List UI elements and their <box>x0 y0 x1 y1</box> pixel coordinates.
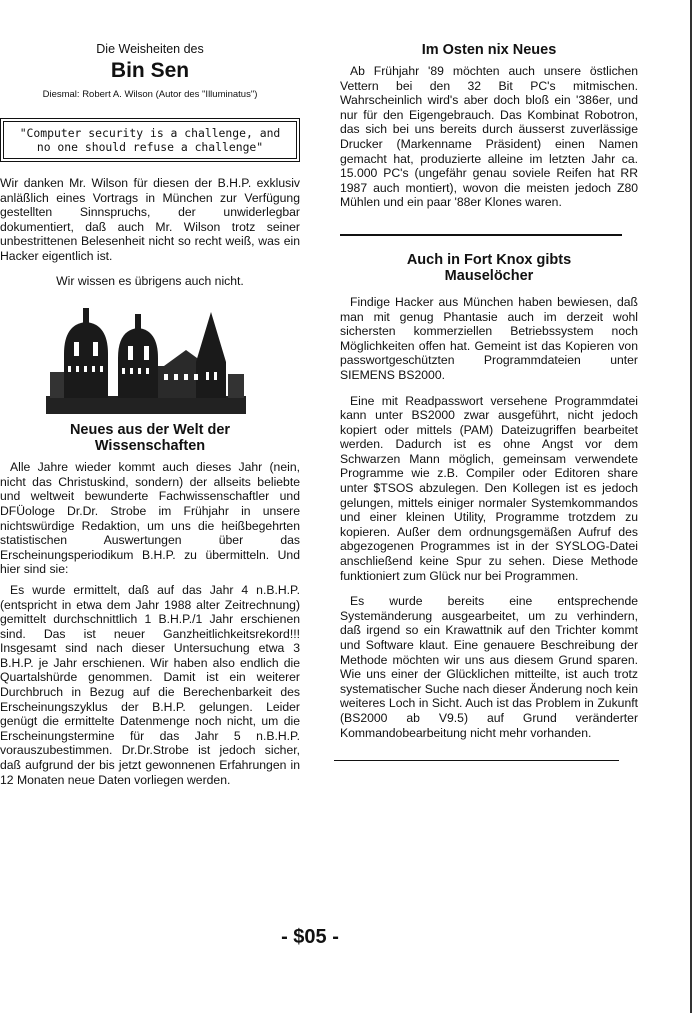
quote-line-2: no one should refuse a challenge" <box>36 140 264 154</box>
quote-text <box>3 121 297 159</box>
page-number: - $05 - <box>281 926 339 948</box>
science-headline <box>0 422 300 454</box>
end-divider <box>334 760 619 761</box>
fortknox-headline-line-1: Auch in Fort Knox gibts <box>406 251 572 268</box>
east-headline: Im Osten nix Neues <box>421 42 557 58</box>
fortknox-headline <box>340 252 638 284</box>
science-paragraph-1: Alle Jahre wieder kommt auch dieses Jahr (nein, nicht das Christuskind, sondern) der allseits beliebte und weltweit bewunderte Fachwissenschaftler und DFÜologe Dr.Dr. Strobe im Frühjahr in unsere nichtswürdige Redaktion, um uns die heißbegehrten statistischen Auswertungen über das Erscheinungsperiodikum B.H.P. zu übermitteln. Und hier sind sie: <box>0 460 300 577</box>
fortknox-headline-line-2: Mauselöcher <box>444 267 534 284</box>
fortknox-paragraph-3: Es wurde bereits eine entsprechende Systemänderung ausgearbeitet, um zu verhindern, daß irgend so ein Krawattnik auf den Trichter kommt und Software klaut. Eine genauere Beschreibung der Methode möchten wir uns aus diesem Grund sparen. Wie uns einer der Glücklichen mitteilte, ist auch trotz systematischer Suche nach dieser Änderung noch kein weiteres Loch in Sicht. Auch ist das Problem in Zukunft (BS2000 ab V9.5) auf Grund veränderter Kommandobearbeitung nicht mehr vorhanden. <box>340 594 638 740</box>
science-paragraph-2: Es wurde ermittelt, daß auf das Jahr 4 n.B.H.P. (entspricht in etwa dem Jahr 1988 alter Zeitrechnung) gemittelt durchschnittlich 1 B.H.P./1 Jahr erschienen sind. Das ist neuer Ganzheitlichkeitsrekord!!! Insgesamt sind nach dieser Untersuchung etwa 3 B.H.P. je Jahr erschienen. Wir haben also endlich die Quartalshürde genommen. Damit ist ein weiterer Durchbruch in Bezug auf die Berechenbarkeit des Erscheinungszyklus der B.H.P. gelungen. Leider genügt die ermittelte Datenmenge noch nicht, um die Erscheinungstermine für das Jahr 5 n.B.H.P. vorauszubestimmen. Dr.Dr.Strobe ist jedoch sicher, daß aufgrund der bis jetzt gewonnenen Erfahrungen in 12 Monaten neue Daten vorliegen werden. <box>0 582 300 787</box>
munich-frauenkirche-illustration <box>46 302 246 414</box>
wilson-paragraph: Wir danken Mr. Wilson für diesen der B.H.P. exklusiv anläßlich eines Vortrags in München zur Verfügung gestellten Sinnspruchs, der unwiderlegbar dokumentiert, daß auch Mr. Wilson trotz seiner unbestrittenen Belesenheit nicht so recht weiß, was ein Hacker eigentlich ist. <box>0 176 300 263</box>
wilson-closing-line: Wir wissen es übrigens auch nicht. <box>56 273 244 288</box>
quote-box <box>0 118 300 162</box>
byline: Diesmal: Robert A. Wilson (Autor des "Illuminatus") <box>42 89 258 100</box>
quote-line-1: "Computer security is a challenge, and <box>19 126 281 140</box>
section-divider <box>340 234 622 236</box>
fortknox-paragraph-2: Eine mit Readpasswort versehene Programmdatei kann unter BS2000 zwar ausgeführt, nicht jedoch kopiert oder mittels (PAM) Dateizugriffen bearbeitet werden. Dadurch ist es ohne Angst vor dem Schwarzen Mann möglich, gemeinsam verwendete Programme wie z.B. Compiler oder Editoren share unter $TSOS abzulegen. Den Kollegen ist es jedoch gelungen, mittels einiger normaler Systemkommandos und einer kleinen Utility, Programme trotzdem zu kopieren. Außer dem ordnungsgemäßen Aufruf des abgezogenen Programmes ist in der SYSLOG-Datei anschließend keine Spur zu sehen. Diese Methode funktioniert zum Glück nur bei Programmen. <box>340 393 638 583</box>
page-edge-line <box>690 0 692 1013</box>
left-column <box>0 38 300 787</box>
fortknox-paragraph-1: Findige Hacker aus München haben bewiesen, daß man mit genug Phantasie auch im derzeit wohl sichersten kommerziellen Betriebssystem noch Möglichkeiten offen hat. Gemeint ist das Kopieren von passwortgeschützten Programmdateien unter SIEMENS BS2000. <box>340 294 638 382</box>
science-headline-line-1: Neues aus der Welt der <box>69 422 231 439</box>
right-column <box>340 42 638 761</box>
column-title: Bin Sen <box>110 59 190 82</box>
science-headline-line-2: Wissenschaften <box>94 438 206 455</box>
east-paragraph: Ab Frühjahr '89 möchten auch unsere östlichen Vettern bei den 32 Bit PC's mitmischen. Wahrscheinlich wird's aber doch bloß ein '386er, und nur für den Eigengebrauch. Das Kombinat Robotron, das sich bei uns bereits durch äusserst zuverlässige Drucker (Markenname Präsident) einen Namen gemacht hat, produzierte alleine im letzten Jahr ca. 15.000 PC's (ungefähr genau soviele Reifen hat RR 1987 auch montiert), wovon die meisten jedoch Z80 Mühlen und ein paar '88er Klones waren. <box>340 64 638 210</box>
column-series-title: Die Weisheiten des <box>96 42 204 56</box>
